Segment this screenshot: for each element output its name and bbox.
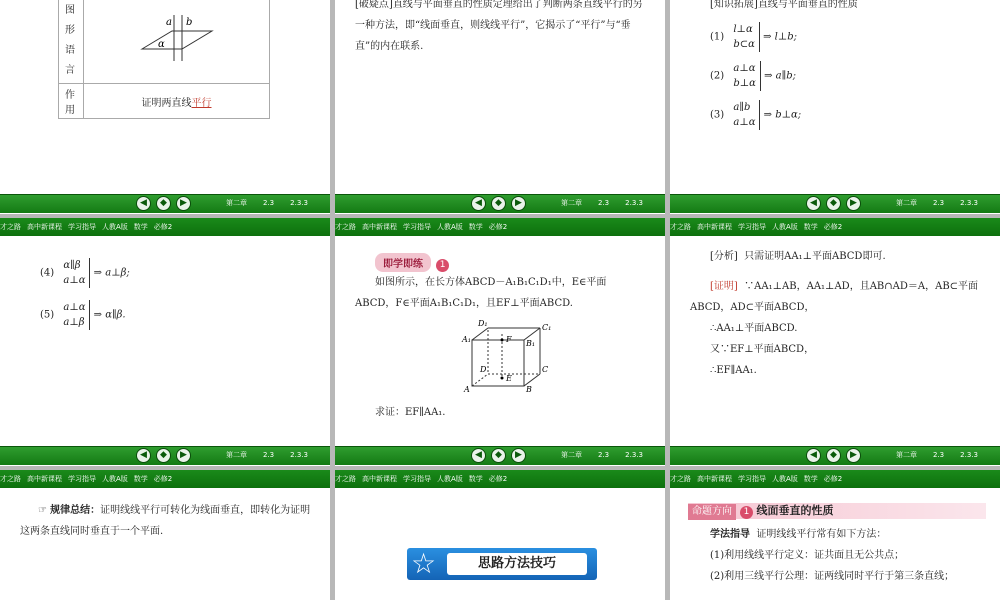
slide-6 xyxy=(670,218,1000,466)
fig-label-alpha: α xyxy=(157,38,165,50)
prev-button[interactable]: ◀ xyxy=(471,448,486,463)
parallel-link[interactable]: 平行 xyxy=(191,97,212,109)
next-button[interactable]: ▶ xyxy=(511,196,526,211)
slide-3 xyxy=(670,0,1000,214)
home-button[interactable]: ◆ xyxy=(156,196,171,211)
slide-5 xyxy=(335,218,665,466)
next-button[interactable]: ▶ xyxy=(846,448,861,463)
next-button[interactable]: ▶ xyxy=(511,448,526,463)
header-strip: 才之路 高中新课程 学习指导 人教A版 数学 必修2 xyxy=(670,470,1000,488)
property-item: (5) a⊥α a⊥β ⇒ α∥β. xyxy=(40,302,126,328)
chapter-info: 第二章 2.3 2.3.3 xyxy=(896,199,978,207)
footer-bar xyxy=(0,194,330,213)
header-strip: 才之路 高中新课程 学习指导 人教A版 数学 必修2 xyxy=(0,470,330,488)
footer-bar xyxy=(335,194,665,213)
home-button[interactable]: ◆ xyxy=(826,196,841,211)
proof-text: [证明] ∵AA₁⊥AB，AA₁⊥AD，且AB∩AD＝A，AB⊂平面ABCD，AD⊂平面ABCD， ∴AA₁⊥平面ABCD. 又∵EF⊥平面ABCD， ∴EF∥AA₁. xyxy=(690,281,979,376)
extension-heading: [知识拓展]直线与平面垂直的性质 xyxy=(710,0,858,10)
property-list xyxy=(710,22,801,139)
prev-button[interactable]: ◀ xyxy=(471,196,486,211)
chapter-info: 第二章 2.3 2.3.3 xyxy=(226,199,308,207)
property-item: (1) l⊥α b⊂α ⇒ l⊥b; xyxy=(710,24,798,50)
star-icon: ☆ xyxy=(411,547,437,580)
prev-button[interactable]: ◀ xyxy=(136,196,151,211)
svg-text:D: D xyxy=(480,365,487,374)
chapter-info: 第二章 2.3 2.3.3 xyxy=(561,451,643,459)
chapter-info: 第二章 2.3 2.3.3 xyxy=(561,199,643,207)
table-label-graphic: 图形语言 xyxy=(59,0,84,84)
header-strip: 才之路 高中新课程 学习指导 人教A版 数学 必修2 xyxy=(335,218,665,236)
next-button[interactable]: ▶ xyxy=(176,448,191,463)
property-list-continued xyxy=(40,258,130,342)
method-banner: ☆ 思路方法技巧 xyxy=(407,548,597,580)
practice-tag: 即学即练 1 xyxy=(375,252,449,272)
svg-text:C₁: C₁ xyxy=(542,323,552,332)
header-strip: 才之路 高中新课程 学习指导 人教A版 数学 必修2 xyxy=(335,470,665,488)
home-button[interactable]: ◆ xyxy=(491,448,506,463)
fig-label-a: a xyxy=(165,16,172,28)
guide-text: 学法指导 证明线线平行常有如下方法： (1)利用线线平行定义：证共面且无公共点； (2)利用三线平行公理：证两线同时平行于第三条直线； xyxy=(710,529,955,582)
footer-bar xyxy=(670,446,1000,465)
slide-7 xyxy=(0,470,330,600)
property-item: (3) a∥b a⊥α ⇒ b⊥α; xyxy=(710,102,802,128)
slide-9 xyxy=(670,470,1000,600)
fig-label-b: b xyxy=(185,16,192,28)
clarify-text: [破疑点]直线与平面垂直的性质定理给出了判断两条直线平行的另一种方法，即“线面垂直，则线线平行”，它揭示了“平行”与“垂直”的内在联系. xyxy=(355,0,643,52)
cuboid-figure xyxy=(460,320,560,394)
svg-text:B: B xyxy=(526,385,532,394)
svg-text:C: C xyxy=(542,365,549,374)
slide-8 xyxy=(335,470,665,600)
home-button[interactable]: ◆ xyxy=(491,196,506,211)
home-button[interactable]: ◆ xyxy=(156,448,171,463)
footer-bar xyxy=(335,446,665,465)
home-button[interactable]: ◆ xyxy=(826,448,841,463)
property-table xyxy=(58,0,270,119)
plane-figure xyxy=(122,15,232,65)
chapter-info: 第二章 2.3 2.3.3 xyxy=(896,451,978,459)
header-strip: 才之路 高中新课程 学习指导 人教A版 数学 必修2 xyxy=(670,218,1000,236)
footer-bar xyxy=(0,446,330,465)
slide-2 xyxy=(335,0,665,214)
table-figure xyxy=(84,0,270,84)
svg-text:D₁: D₁ xyxy=(478,320,488,328)
slide-1 xyxy=(0,0,330,214)
svg-text:F: F xyxy=(506,335,512,344)
table-label-role: 作用 xyxy=(59,84,84,119)
property-item: (4) α∥β a⊥α ⇒ a⊥β; xyxy=(40,260,130,286)
table-value-role: 证明两直线平行 xyxy=(84,84,270,119)
svg-text:A₁: A₁ xyxy=(462,335,471,344)
topic-heading: 命题方向 1 线面垂直的性质 xyxy=(688,503,986,519)
slide-4 xyxy=(0,218,330,466)
footer-bar xyxy=(670,194,1000,213)
next-button[interactable]: ▶ xyxy=(846,196,861,211)
header-strip: 才之路 高中新课程 学习指导 人教A版 数学 必修2 xyxy=(0,218,330,236)
svg-text:B₁: B₁ xyxy=(526,339,536,348)
prev-button[interactable]: ◀ xyxy=(806,448,821,463)
prove-text: 求证：EF∥AA₁. xyxy=(375,407,446,418)
analysis-text: [分析] 只需证明AA₁⊥平面ABCD即可. xyxy=(710,251,886,262)
summary-text: ☞ 规律总结：证明线线平行可转化为线面垂直，即转化为证明这两条直线同时垂直于一个平面. xyxy=(20,505,311,537)
prev-button[interactable]: ◀ xyxy=(806,196,821,211)
next-button[interactable]: ▶ xyxy=(176,196,191,211)
problem-text: 如图所示，在长方体ABCD－A₁B₁C₁D₁中，E∈平面ABCD，F∈平面A₁B₁C₁D₁，且EF⊥平面ABCD. xyxy=(355,277,607,309)
property-item: (2) a⊥α b⊥α ⇒ a∥b; xyxy=(710,63,797,89)
svg-text:E: E xyxy=(506,374,512,383)
svg-text:A: A xyxy=(464,385,470,394)
pointer-icon: ☞ xyxy=(38,505,47,516)
prev-button[interactable]: ◀ xyxy=(136,448,151,463)
chapter-info: 第二章 2.3 2.3.3 xyxy=(226,451,308,459)
